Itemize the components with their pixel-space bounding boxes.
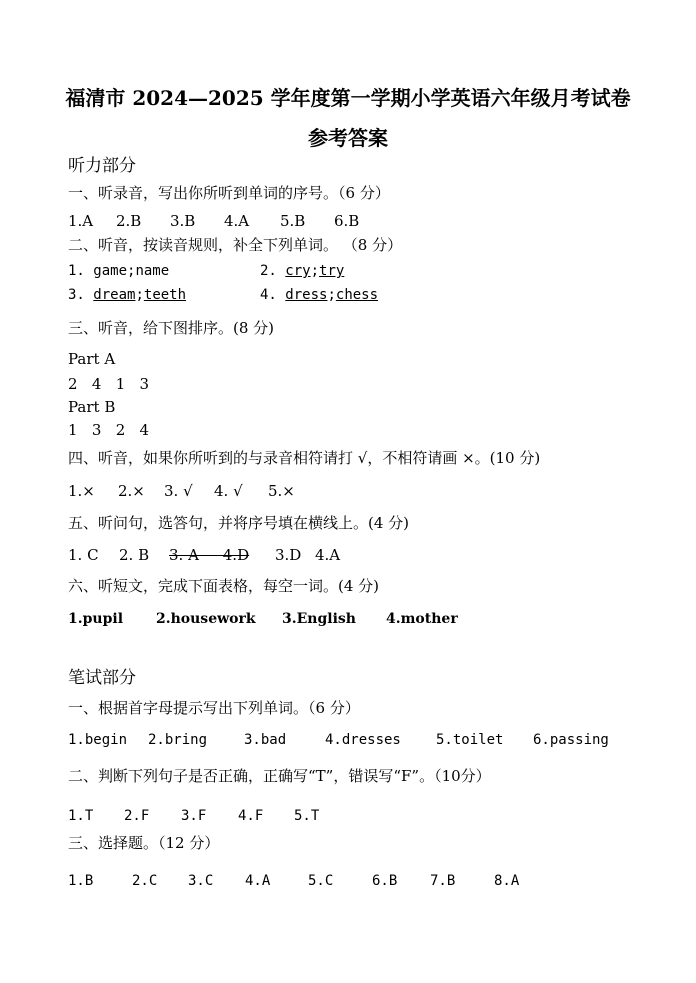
answer: 4.mother bbox=[386, 611, 458, 627]
answer: 4.A bbox=[315, 546, 341, 564]
document-subtitle: 参考答案 bbox=[308, 126, 388, 150]
listening-q6-answers bbox=[68, 609, 458, 629]
listening-q4-prompt: 四、听音，如果你所听到的与录音相符请打 √，不相符请画 ×。(10 分) bbox=[68, 449, 541, 467]
listening-q1-answers bbox=[68, 211, 359, 231]
listening-q5-answers bbox=[68, 545, 340, 565]
answer-word: chess bbox=[335, 287, 379, 303]
answer: 2.bring bbox=[148, 732, 208, 748]
written-q2-prompt: 二、判断下列句子是否正确，正确写“T”，错误写“F”。（10分） bbox=[68, 767, 491, 785]
listening-q2-answer-2 bbox=[260, 261, 344, 281]
separator: ; bbox=[127, 263, 136, 279]
answer: 7.B bbox=[430, 873, 456, 889]
listening-q2-answer-1 bbox=[68, 261, 169, 281]
written-q2-answers bbox=[68, 806, 319, 826]
answer: 8.A bbox=[494, 873, 520, 889]
answer: 5.C bbox=[308, 873, 334, 889]
answer: 6.passing bbox=[533, 732, 609, 748]
listening-q1-prompt: 一、听录音，写出你所听到单词的序号。（6 分） bbox=[68, 184, 390, 202]
separator: ; bbox=[135, 287, 144, 303]
answer: 1.begin bbox=[68, 732, 128, 748]
listening-q3-part-a-order: 2 4 1 3 bbox=[68, 375, 150, 393]
listening-q3-part-b-label: Part B bbox=[68, 398, 116, 416]
answer: 5.T bbox=[294, 808, 320, 824]
listening-q4-answers bbox=[68, 481, 295, 501]
answer: 2. B bbox=[119, 546, 150, 564]
listening-q3-part-a-label: Part A bbox=[68, 350, 116, 368]
written-q1-prompt: 一、根据首字母提示写出下列单词。（6 分） bbox=[68, 699, 360, 717]
written-q3-prompt: 三、选择题。（12 分） bbox=[68, 834, 220, 852]
written-q1-answers bbox=[68, 730, 609, 750]
written-heading: 笔试部分 bbox=[68, 668, 136, 688]
answer: 3.B bbox=[170, 212, 196, 230]
document-title: 福清市 2024—2025 学年度第一学期小学英语六年级月考试卷 bbox=[65, 86, 631, 110]
listening-q3-part-b-order: 1 3 2 4 bbox=[68, 421, 150, 439]
answer-word: dress bbox=[285, 287, 328, 303]
answer: 3. √ bbox=[164, 482, 193, 500]
answer-number: 4. bbox=[260, 287, 286, 303]
listening-q6-prompt: 六、听短文，完成下面表格，每空一词。(4 分) bbox=[68, 577, 380, 595]
listening-q2-answer-4 bbox=[260, 285, 378, 305]
answer: 4.dresses bbox=[325, 732, 401, 748]
answer: 1. C bbox=[68, 546, 99, 564]
separator: ; bbox=[327, 287, 336, 303]
written-q3-answers bbox=[68, 871, 519, 891]
answer: 3.D bbox=[275, 546, 302, 564]
answer: 4. √ bbox=[214, 482, 243, 500]
answer-word: name bbox=[135, 263, 170, 279]
answer-number: 3. bbox=[68, 287, 94, 303]
answer-number: 2. bbox=[260, 263, 286, 279]
answer: 5.toilet bbox=[436, 732, 504, 748]
answer: 6.B bbox=[334, 212, 360, 230]
answer: 6.B bbox=[372, 873, 398, 889]
crossed-out-answer: 3. A 4.D bbox=[169, 546, 250, 564]
answer: 2.C bbox=[132, 873, 158, 889]
answer: 3.C bbox=[188, 873, 214, 889]
answer: 5.B bbox=[280, 212, 306, 230]
answer: 4.A bbox=[245, 873, 271, 889]
answer-word: teeth bbox=[143, 287, 187, 303]
listening-q5-prompt: 五、听问句，选答句，并将序号填在横线上。(4 分) bbox=[68, 514, 410, 532]
answer: 5.× bbox=[268, 482, 295, 500]
answer: 2.B bbox=[116, 212, 142, 230]
answer: 3.English bbox=[282, 611, 356, 627]
answer: 4.F bbox=[238, 808, 264, 824]
answer-word: try bbox=[319, 263, 345, 279]
answer: 1.B bbox=[68, 873, 94, 889]
answer: 1.A bbox=[68, 212, 94, 230]
answer: 2.F bbox=[124, 808, 150, 824]
answer-number: 1. bbox=[68, 263, 94, 279]
listening-q2-answer-3 bbox=[68, 285, 186, 305]
listening-q2-prompt: 二、听音，按读音规则，补全下列单词。 （8 分） bbox=[68, 236, 403, 254]
answer-word: cry bbox=[285, 263, 311, 279]
listening-heading: 听力部分 bbox=[68, 156, 136, 176]
answer: 1.pupil bbox=[68, 611, 124, 627]
answer: 3.bad bbox=[244, 732, 287, 748]
answer: 4.A bbox=[224, 212, 250, 230]
separator: ; bbox=[310, 263, 320, 279]
answer: 1.× bbox=[68, 482, 95, 500]
answer-word: dream bbox=[93, 287, 136, 303]
listening-q3-prompt: 三、听音，给下图排序。(8 分) bbox=[68, 319, 275, 337]
answer: 1.T bbox=[68, 808, 94, 824]
answer: 3.F bbox=[181, 808, 207, 824]
answer-word: game bbox=[93, 263, 128, 279]
answer: 2.housework bbox=[156, 611, 256, 627]
answer: 2.× bbox=[118, 482, 145, 500]
